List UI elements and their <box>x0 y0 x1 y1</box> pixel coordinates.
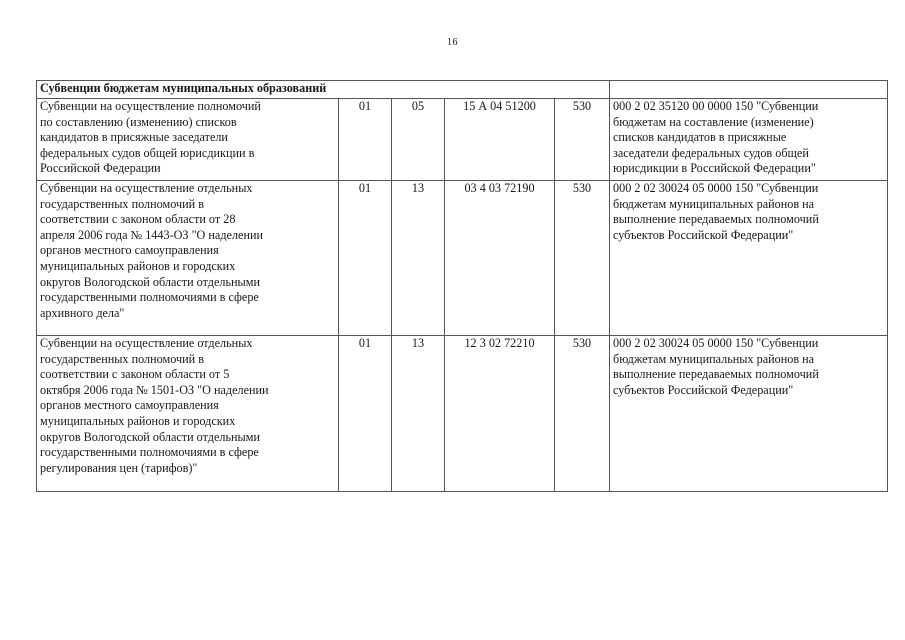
row-target-article: 12 3 02 72210 <box>445 336 555 492</box>
row-expense-type: 530 <box>555 181 610 336</box>
section-header-blank <box>610 81 888 99</box>
row-revenue-code-note: 000 2 02 35120 00 0000 150 "Субвенции бюджетам на составление (изменение) списков кандидатов в присяжные заседатели федеральных судов общей юрисдикции в Российской Федерации" <box>610 99 888 181</box>
row-target-article: 15 А 04 51200 <box>445 99 555 181</box>
row-section: 01 <box>339 181 392 336</box>
table-row <box>37 336 888 492</box>
row-revenue-code-note: 000 2 02 30024 05 0000 150 "Субвенции бюджетам муниципальных районов на выполнение передаваемых полномочий субъектов Российской Федерации" <box>610 181 888 336</box>
row-section: 01 <box>339 336 392 492</box>
row-description: Субвенции на осуществление полномочий по составлению (изменению) списков кандидатов в присяжные заседатели федеральных судов общей юрисдикции в Российской Федерации <box>37 99 339 181</box>
row-expense-type: 530 <box>555 99 610 181</box>
row-description: Субвенции на осуществление отдельных государственных полномочий в соответствии с законом области от 5 октября 2006 года № 1501-ОЗ "О наделении органов местного самоуправления муниципальных районов и городских округов Вологодской области отдельными государственными полномочиями в сфере регулирования цен (тарифов)" <box>37 336 339 492</box>
section-title: Субвенции бюджетам муниципальных образований <box>37 81 610 99</box>
budget-table <box>36 80 888 492</box>
row-expense-type: 530 <box>555 336 610 492</box>
row-description: Субвенции на осуществление отдельных государственных полномочий в соответствии с законом области от 28 апреля 2006 года № 1443-ОЗ "О наделении органов местного самоуправления муниципальных районов и городских округов Вологодской области отдельными государственными полномочиями в сфере архивного дела" <box>37 181 339 336</box>
row-target-article: 03 4 03 72190 <box>445 181 555 336</box>
row-revenue-code-note: 000 2 02 30024 05 0000 150 "Субвенции бюджетам муниципальных районов на выполнение передаваемых полномочий субъектов Российской Федерации" <box>610 336 888 492</box>
table-row <box>37 181 888 336</box>
section-header-row <box>37 81 888 99</box>
table-row <box>37 99 888 181</box>
row-subsection: 13 <box>392 181 445 336</box>
page-number: 16 <box>447 37 458 48</box>
row-subsection: 13 <box>392 336 445 492</box>
row-section: 01 <box>339 99 392 181</box>
row-subsection: 05 <box>392 99 445 181</box>
